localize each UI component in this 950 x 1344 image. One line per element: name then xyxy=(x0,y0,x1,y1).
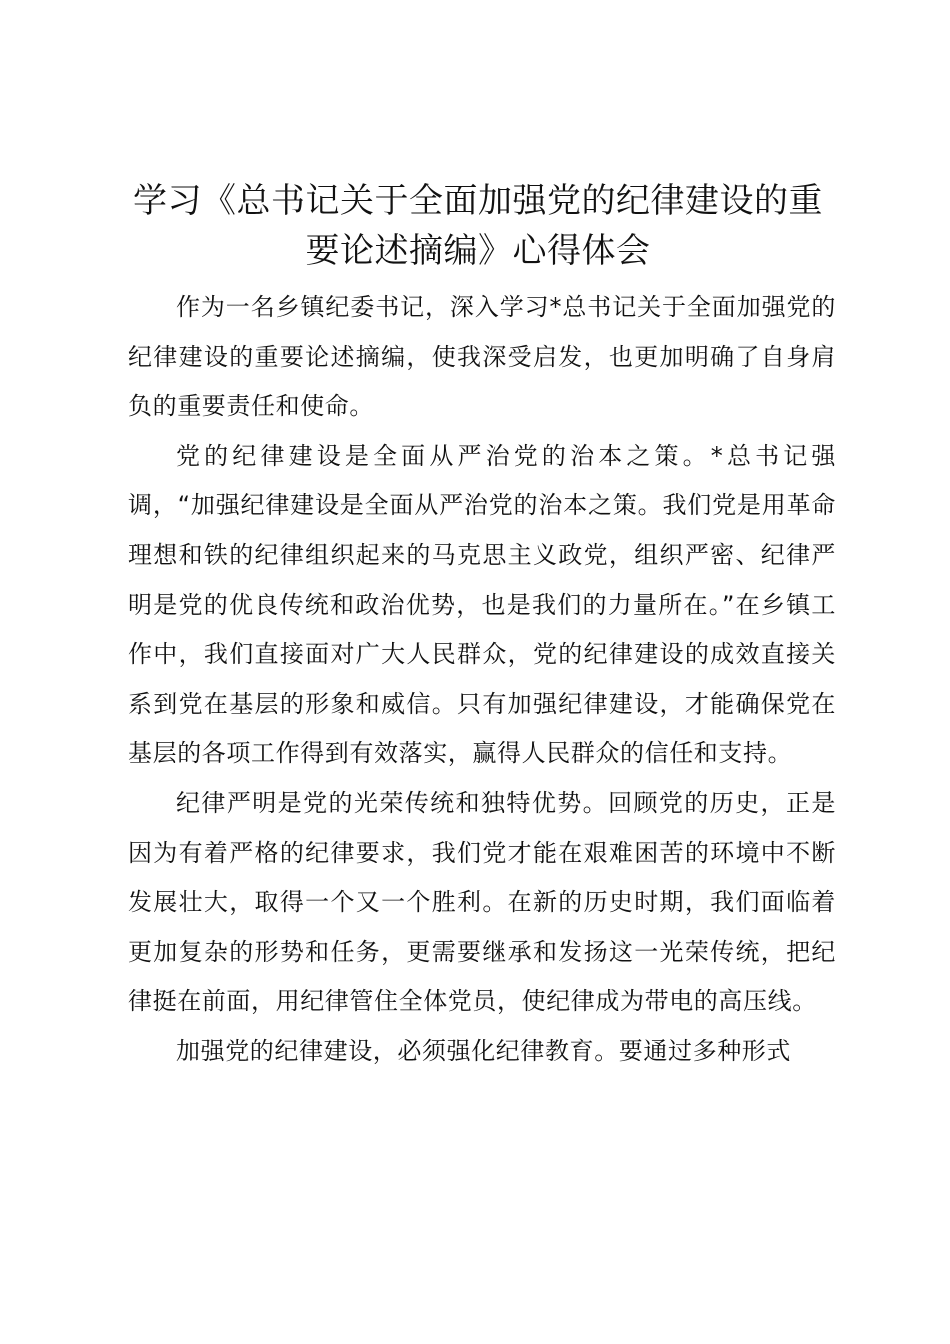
document-title: 学习《总书记关于全面加强党的纪律建设的重要论述摘编》心得体会 xyxy=(133,181,823,271)
paragraph-3: 纪律严明是党的光荣传统和独特优势。回顾党的历史，正是因为有着严格的纪律要求，我们党才能在艰难困苦的环境中不断发展壮大，取得一个又一个胜利。在新的历史时期，我们面临着更加复杂的形势和任务，更需要继承和发扬这一光荣传统，把纪律挺在前面，用纪律管住全体党员，使纪律成为带电的高压线。 xyxy=(128,788,836,1016)
document-body xyxy=(128,283,836,1077)
paragraph-1: 作为一名乡镇纪委书记，深入学习*总书记关于全面加强党的纪律建设的重要论述摘编，使我深受启发，也更加明确了自身肩负的重要责任和使命。 xyxy=(128,293,836,421)
paragraph-2: 党的纪律建设是全面从严治党的治本之策。*总书记强调，“加强纪律建设是全面从严治党的治本之策。我们党是用革命理想和铁的纪律组织起来的马克思主义政党，组织严密、纪律严明是党的优良传统和政治优势，也是我们的力量所在。”在乡镇工作中，我们直接面对广大人民群众，党的纪律建设的成效直接关系到党在基层的形象和威信。只有加强纪律建设，才能确保党在基层的各项工作得到有效落实，赢得人民群众的信任和支持。 xyxy=(128,441,836,768)
paragraph-4: 加强党的纪律建设，必须强化纪律教育。要通过多种形式 xyxy=(176,1036,791,1065)
